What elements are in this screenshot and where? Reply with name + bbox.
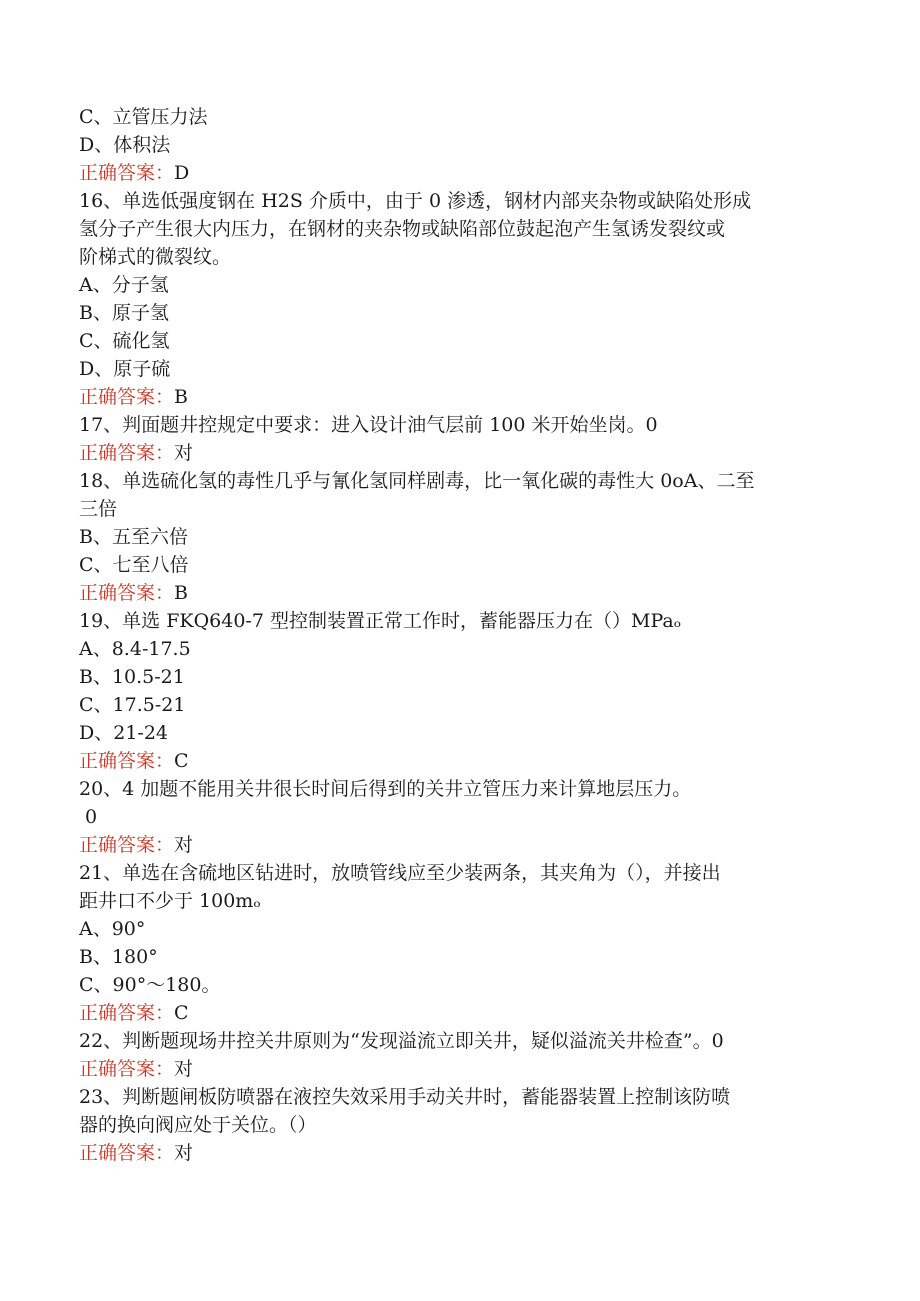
answer-value: 对: [174, 834, 194, 856]
answer-label: 正确答案：: [79, 1002, 175, 1024]
answer-line: [79, 747, 839, 775]
answer-line: [79, 159, 839, 187]
text-line: C、七至八倍: [79, 554, 189, 576]
answer-label: 正确答案：: [79, 162, 175, 184]
text-line: A、90°: [79, 918, 146, 940]
text-line: C、90°～180。: [79, 974, 221, 996]
text-line: 三倍: [79, 498, 118, 520]
text-line: 23、判断题闸板防喷器在液控失效采用手动关井时，蓄能器装置上控制该防喷: [79, 1086, 731, 1108]
text-line: 阶梯式的微裂纹。: [79, 246, 232, 268]
answer-line: [79, 999, 839, 1027]
answer-label: 正确答案：: [79, 582, 175, 604]
text-line: 21、单选在含硫地区钻进时，放喷管线应至少装两条，其夹角为（），并接出: [79, 862, 721, 884]
text-line: A、8.4-17.5: [79, 638, 191, 660]
text-line: C、立管压力法: [79, 106, 208, 128]
answer-line: [79, 1055, 839, 1083]
text-line: 距井口不少于 100mₒ: [79, 890, 261, 912]
answer-line: [79, 439, 839, 467]
text-line: D、原子硫: [79, 358, 171, 380]
text-line: 0: [79, 806, 98, 828]
text-line: 19、单选 FKQ640-7 型控制装置正常工作时，蓄能器压力在（）MPaₒ: [79, 610, 682, 632]
document-body: [79, 103, 839, 1167]
answer-label: 正确答案：: [79, 386, 175, 408]
text-line: 22、判断题现场井控关井原则为“发现溢流立即关井，疑似溢流关井检查”。0: [79, 1030, 724, 1052]
answer-label: 正确答案：: [79, 1058, 175, 1080]
answer-line: [79, 1139, 839, 1167]
answer-label: 正确答案：: [79, 750, 175, 772]
answer-line: [79, 579, 839, 607]
answer-value: 对: [174, 442, 194, 464]
text-line: 16、单选低强度钢在 H2S 介质中，由于 0 渗透，钢材内部夹杂物或缺陷处形成: [79, 190, 752, 212]
text-line: 器的换向阀应处于关位。（）: [79, 1114, 317, 1136]
answer-value: D: [174, 162, 190, 184]
answer-value: 对: [174, 1058, 194, 1080]
text-line: D、体积法: [79, 134, 171, 156]
text-line: 18、单选硫化氢的毒性几乎与氰化氢同样剧毒，比一氧化碳的毒性大 0oA、二至: [79, 470, 755, 492]
text-line: B、原子氢: [79, 302, 169, 324]
answer-value: B: [174, 386, 188, 408]
text-line: 20、4 加题不能用关井很长时间后得到的关井立管压力来计算地层压力。: [79, 778, 692, 800]
text-line: 氢分子产生很大内压力，在钢材的夹杂物或缺陷部位鼓起泡产生氢诱发裂纹或: [79, 218, 726, 240]
text-line: B、五至六倍: [79, 526, 188, 548]
answer-line: [79, 383, 839, 411]
answer-line: [79, 831, 839, 859]
text-line: 17、判面题井控规定中要求：进入设计油气层前 100 米开始坐岗。0: [79, 414, 658, 436]
answer-label: 正确答案：: [79, 1142, 175, 1164]
answer-value: 对: [174, 1142, 194, 1164]
text-line: D、21-24: [79, 722, 169, 744]
answer-value: B: [174, 582, 188, 604]
answer-value: C: [174, 750, 189, 772]
text-line: C、17.5-21: [79, 694, 186, 716]
answer-label: 正确答案：: [79, 834, 175, 856]
text-line: C、硫化氢: [79, 330, 170, 352]
answer-value: C: [174, 1002, 189, 1024]
text-line: B、10.5-21: [79, 666, 185, 688]
answer-label: 正确答案：: [79, 442, 175, 464]
text-line: A、分子氢: [79, 274, 169, 296]
text-line: B、180°: [79, 946, 158, 968]
